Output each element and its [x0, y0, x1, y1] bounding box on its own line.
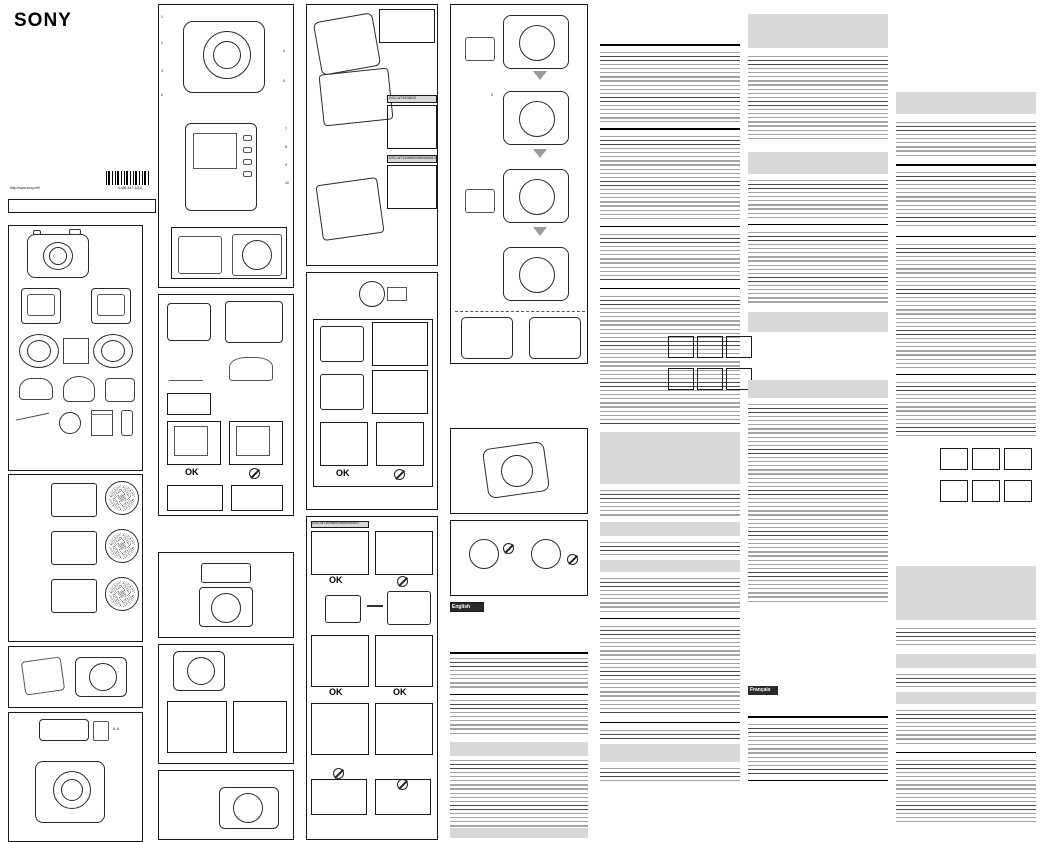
- english-section-rule-1: [450, 652, 588, 654]
- housing-back-lcd: [193, 133, 237, 169]
- battery-insert-b: [375, 779, 431, 815]
- body-text-2: [600, 136, 740, 220]
- gray-heading-5: [748, 14, 888, 48]
- focus-thumbnails-4: [940, 480, 1036, 506]
- attach-port-4: [519, 257, 555, 293]
- caution-figure: [450, 520, 588, 596]
- manual-line: [91, 414, 113, 415]
- o-ring-ok-figure: [174, 426, 208, 456]
- gray-heading-7: [748, 312, 888, 332]
- o-ring-1-inner: [27, 340, 51, 362]
- body-text-6: [600, 542, 740, 556]
- flow-arrow-2: [533, 149, 547, 158]
- camera-model-table-figure: [8, 474, 143, 642]
- callout-8: 8: [285, 145, 287, 149]
- close-case-port: [233, 793, 263, 823]
- heading-rule-11: [896, 236, 1036, 237]
- insert-step-panel: [167, 701, 227, 753]
- step-num-3: 3: [491, 93, 493, 97]
- barcode-graphic: [106, 171, 150, 185]
- gray-heading-8: [748, 380, 888, 398]
- heading-rule-9: [748, 780, 888, 781]
- case-door: [93, 721, 109, 741]
- arrow-line-1: [367, 605, 383, 607]
- prohibited-icon-3: [397, 576, 408, 587]
- body-text-11: [748, 56, 888, 142]
- underwater-port: [501, 455, 533, 487]
- french-heading: Français: [750, 687, 771, 693]
- remove-case-right: [529, 317, 581, 359]
- title-band: [8, 199, 156, 213]
- insert-case-port: [187, 657, 215, 685]
- heading-rule-7: [748, 224, 888, 225]
- o-ring-step-a: [167, 303, 211, 341]
- model-note-2: DSC-W710/W690/W800/W810: [389, 156, 436, 160]
- preparation-column: [306, 4, 438, 836]
- strap-case-port: [211, 593, 241, 623]
- attach-port-2: [519, 101, 555, 137]
- caution-case-1: [469, 539, 499, 569]
- housing-iso-2: [318, 67, 393, 126]
- underwater-figure: [450, 428, 588, 514]
- housing-back-btn-1: [243, 135, 252, 141]
- body-text-14: [748, 404, 888, 604]
- heading-rule-3: [600, 226, 740, 227]
- housing-back-btn-4: [243, 171, 252, 177]
- grease-accessory: [19, 378, 53, 400]
- ok-label-1: OK: [185, 467, 199, 477]
- gray-heading-1: [600, 432, 740, 484]
- o-ring-ok-panel: [167, 421, 221, 465]
- focus-thumb-7: [940, 448, 968, 470]
- body-text-5: [600, 490, 740, 518]
- o-ring-ng-figure: [236, 426, 270, 456]
- caution-case-2: [531, 539, 561, 569]
- focus-thumb-10: [940, 480, 968, 502]
- o-ring-remover: [59, 412, 81, 434]
- callout-3: 3: [161, 69, 163, 73]
- check-case-a: [325, 595, 361, 623]
- heading-rule-4: [600, 288, 740, 289]
- heading-rule-1: [600, 44, 740, 46]
- focus-thumb-11: [972, 480, 1000, 502]
- o-ring-2-inner: [101, 340, 125, 362]
- body-text-18: [896, 244, 1036, 368]
- hand-strap-figure: [158, 552, 294, 638]
- gray-heading-10: [896, 566, 1036, 620]
- body-text-20: [896, 628, 1036, 648]
- body-text-21: [896, 674, 1036, 688]
- focus-thumb-8: [972, 448, 1000, 470]
- housing-back-btn-2: [243, 147, 252, 153]
- focus-thumb-3: [726, 336, 752, 358]
- housing-open-detail: [171, 227, 287, 279]
- body-text-1: [600, 52, 740, 122]
- model-note-3: DSC-W730/W690/W800/W810: [312, 521, 359, 525]
- adapter-a-inner: [27, 294, 55, 316]
- insert-step-panel-2: [233, 701, 287, 753]
- callout-1: 1: [161, 15, 163, 19]
- divider-dashed: [455, 311, 585, 312]
- callout-5: 5: [283, 79, 285, 83]
- heading-rule-10: [896, 164, 1036, 166]
- case-callout: A–6: [113, 727, 120, 731]
- prohibited-icon-6: [503, 543, 514, 554]
- flow-arrow-1: [533, 71, 547, 80]
- adapter-b-inner: [97, 294, 125, 316]
- pouch-accessory: [105, 378, 135, 402]
- check-panel-ok: [311, 531, 369, 575]
- bottom-gray-band: [450, 828, 588, 838]
- ok-label-5: OK: [393, 687, 407, 697]
- check-panel-ok3: [375, 635, 433, 687]
- housing-front-port-inner: [213, 41, 241, 69]
- model-note-1: DSC-W730/W610: [389, 96, 416, 100]
- gray-heading-11: [896, 654, 1036, 668]
- hood-step-2b: [372, 370, 428, 414]
- cover-and-parts-column: [8, 6, 148, 836]
- check-panel-ok2: [311, 635, 369, 687]
- sony-logo: SONY: [14, 10, 72, 31]
- o-ring-hands: [229, 357, 273, 381]
- o-ring-figure: [158, 294, 294, 516]
- close-case-figure: [158, 770, 294, 840]
- attach-hand-1: [465, 37, 495, 61]
- focus-thumb-5: [697, 368, 723, 390]
- supplied-accessories-figure: [8, 225, 143, 471]
- usage-column: [450, 4, 588, 836]
- check-case-b: [387, 591, 431, 625]
- gray-heading-6: [748, 152, 888, 174]
- o-ring-tool: [169, 361, 203, 381]
- prohibited-icon-1: [249, 468, 260, 479]
- model-detail-2: [387, 165, 437, 209]
- prohibited-icon-2: [394, 469, 405, 480]
- insert-camera-figure: [158, 644, 294, 764]
- check-panel-ng: [375, 531, 433, 575]
- ok-label-2: OK: [336, 468, 350, 478]
- body-text-13: [748, 232, 888, 304]
- housing-lens-inner: [49, 247, 67, 265]
- lcd-hood-accessory: [63, 376, 95, 402]
- focus-thumbnails-1: [668, 336, 752, 362]
- strap-accessory: [16, 413, 53, 436]
- o-ring-zoom-detail: [167, 393, 211, 415]
- strap-case-top: [201, 563, 251, 583]
- body-text-3: [600, 234, 740, 282]
- english-gray-heading-1: [450, 742, 588, 756]
- spacer-part: [63, 338, 89, 364]
- flow-arrow-3: [533, 227, 547, 236]
- tripod-mount-figure: [306, 4, 438, 266]
- open-detail-left: [178, 236, 222, 274]
- gray-heading-12: [896, 692, 1036, 704]
- body-text-12: [748, 180, 888, 218]
- gray-heading-2: [600, 522, 740, 536]
- brush-accessory: [121, 410, 133, 436]
- french-text-column: [896, 4, 1036, 836]
- model-code: 4-456-547-12(1): [117, 186, 143, 190]
- focus-thumbnails-3: [940, 448, 1036, 474]
- body-text-23: [896, 760, 1036, 824]
- body-text-8: [600, 626, 740, 716]
- hood-step-2a: [320, 374, 364, 410]
- attach-port-1: [519, 25, 555, 61]
- housing-back-btn-3: [243, 159, 252, 165]
- ok-label-3: OK: [329, 575, 343, 585]
- body-text-22: [896, 710, 1036, 746]
- housing-iso: [313, 12, 381, 76]
- focus-thumb-9: [1004, 448, 1032, 470]
- heading-rule-8: [748, 716, 888, 718]
- focus-thumb-1: [668, 336, 694, 358]
- body-text-16: [896, 122, 1036, 156]
- gray-heading-9: [896, 92, 1036, 114]
- focus-thumb-2: [697, 336, 723, 358]
- o-ring-check-figure: [306, 516, 438, 840]
- attach-port-3: [519, 179, 555, 215]
- prohibited-icon-7: [567, 554, 578, 565]
- callout-4: 4: [283, 49, 285, 53]
- battery-insert-a: [311, 779, 367, 815]
- hand-strap-detail: [21, 656, 65, 695]
- hood-steps-panel: [313, 319, 433, 487]
- callout-9: 9: [285, 163, 287, 167]
- english-heading: English: [452, 604, 471, 610]
- case-top-view: [39, 719, 89, 741]
- body-text-7: [600, 578, 740, 614]
- focus-thumb-4: [668, 368, 694, 390]
- product-url: http://www.sony.net/: [10, 186, 41, 190]
- ring-model-2-ridge: [109, 533, 135, 559]
- english-body-1: [450, 658, 588, 688]
- hood-ring: [359, 281, 385, 307]
- check-panel-ng2: [311, 703, 369, 755]
- hood-step-1b: [372, 322, 428, 366]
- camera-model-2: [51, 531, 97, 565]
- attach-steps-figure: [450, 4, 588, 364]
- open-case-figure: [8, 712, 143, 842]
- identifying-parts-column: [158, 4, 294, 836]
- heading-rule-6: [600, 722, 740, 723]
- callout-2: 2: [161, 41, 163, 45]
- camera-model-1: [51, 483, 97, 517]
- focus-thumb-12: [1004, 480, 1032, 502]
- ring-model-1-ridge: [109, 485, 135, 511]
- housing-iso-3: [315, 177, 384, 241]
- hood-step-1a: [320, 326, 364, 362]
- gray-heading-3: [600, 560, 740, 572]
- english-body-2: [450, 700, 588, 736]
- open-detail-port: [242, 240, 272, 270]
- body-text-10: [600, 768, 740, 782]
- body-text-9: [600, 730, 740, 742]
- attachment-figure: [8, 646, 143, 708]
- callout-10: 10: [285, 181, 289, 185]
- focus-thumbnails-2: [668, 368, 752, 394]
- callout-7: 7: [285, 127, 287, 131]
- heading-rule-2: [600, 128, 740, 130]
- o-ring-step-b: [225, 301, 283, 343]
- english-text-column-1: [600, 4, 740, 836]
- housing-shutter: [69, 229, 81, 235]
- o-ring-storage-a: [167, 485, 223, 511]
- lcd-hood-figure: [306, 272, 438, 510]
- callout-6: 6: [161, 93, 163, 97]
- housing-strap-lens: [89, 663, 117, 691]
- ok-label-4: OK: [329, 687, 343, 697]
- hood-ok-panel: [320, 422, 368, 466]
- heading-rule-5: [600, 618, 740, 619]
- o-ring-storage-b: [231, 485, 283, 511]
- english-section-rule-2: [450, 694, 588, 695]
- hood-ng-panel: [376, 422, 424, 466]
- english-text-column-2: [748, 4, 888, 836]
- o-ring-ng-panel: [229, 421, 283, 465]
- heading-rule-13: [896, 752, 1036, 753]
- body-text-15: [748, 724, 888, 776]
- model-detail-1: [387, 105, 437, 149]
- ring-model-3-ridge: [109, 581, 135, 607]
- prohibited-icon-4: [333, 768, 344, 779]
- tripod-detail-a: [379, 9, 435, 43]
- hood-mount: [387, 287, 407, 301]
- heading-rule-12: [896, 374, 1036, 375]
- attach-hand-2: [465, 189, 495, 213]
- camera-model-3: [51, 579, 97, 613]
- english-body-3: [450, 760, 588, 830]
- parts-front-back-figure: [158, 4, 294, 288]
- body-text-17: [896, 172, 1036, 228]
- body-text-19: [896, 382, 1036, 438]
- check-panel-ng3: [375, 703, 433, 755]
- remove-case-left: [461, 317, 513, 359]
- gray-heading-4: [600, 744, 740, 762]
- housing-button: [33, 230, 41, 235]
- case-front-lens-inner: [61, 779, 83, 801]
